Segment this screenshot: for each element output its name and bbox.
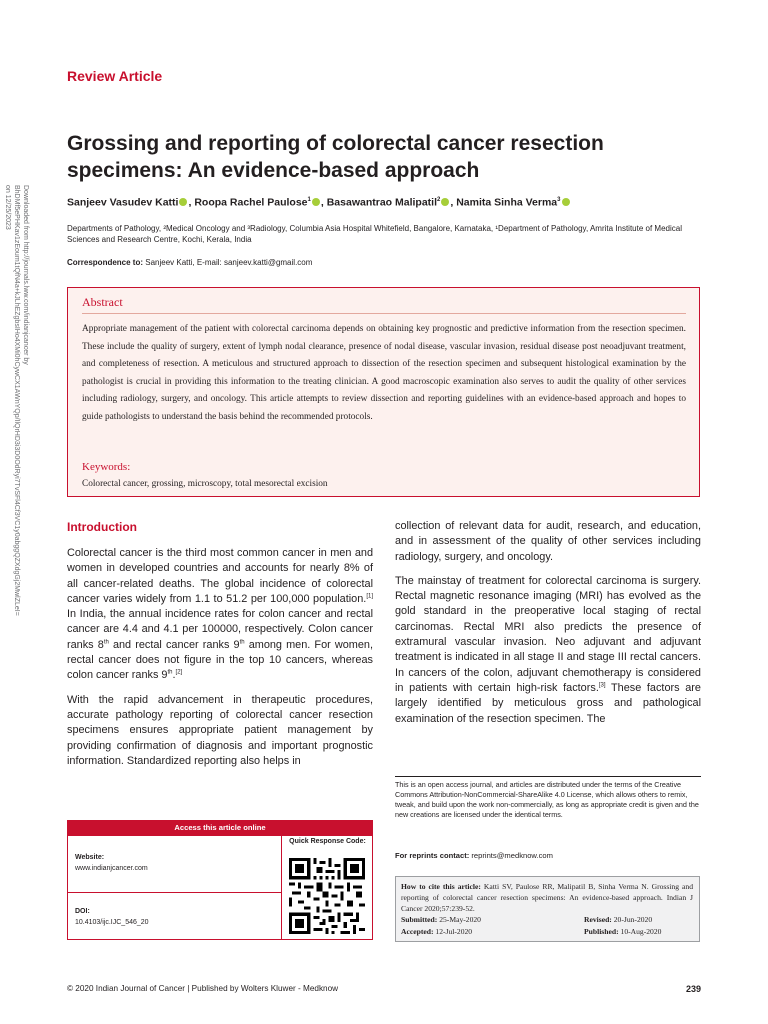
orcid-icon[interactable]	[562, 198, 570, 206]
access-divider	[67, 892, 281, 893]
correspondence-text: Sanjeev Katti, E-mail: sanjeev.katti@gmail.com	[145, 258, 313, 267]
text-run: .	[172, 669, 176, 682]
citation-body: Katti SV, Paulose RR, Malipatil B, Sinha Verma N. Grossing and reporting of colorectal cancer resection specimens: An evidence-based approach. Indian J Cancer 2020;57:239-52.	[401, 882, 693, 913]
revised-date: 20-Jun-2020	[613, 915, 653, 924]
author-list: Sanjeev Vasudev Katti , Roopa Rachel Paulose$^1$ , Basawantrao Malipatil$^2$ , Namita Sinha Verma$^3$	[67, 193, 707, 210]
section-label: Review Article	[67, 68, 163, 84]
keywords-text: Colorectal cancer, grossing, microscopy, total mesorectal excision	[82, 479, 328, 489]
ordinal-suffix: th	[103, 639, 109, 646]
text-run: among men. For women, rectal cancer does not figure in the top 10 cancers, whereas colon cancer ranks 9	[67, 638, 373, 682]
ordinal-suffix: th	[167, 669, 173, 676]
accepted-date: 12-Jul-2020	[435, 926, 473, 936]
author-affil-sup: 3	[557, 197, 561, 203]
qr-label: Quick Response Code:	[289, 838, 366, 845]
revised-label: Revised:	[584, 915, 612, 924]
citation-dates	[401, 914, 693, 937]
text-run: In India, the annual incidence rates for colon cancer and rectal cancer are 4.4 and 4.1 per 100000, respectively. Colon cancer ranks 8	[67, 608, 373, 651]
correspondence-label: Correspondence to:	[67, 258, 144, 267]
citation-ref[interactable]: [2]	[175, 669, 183, 676]
footer-copyright: © 2020 Indian Journal of Cancer | Published by Wolters Kluwer - Medknow	[67, 984, 339, 993]
published-label: Published:	[584, 926, 619, 936]
author-name: Basawantrao Malipatil	[326, 196, 437, 209]
text-run: Colorectal cancer is the third most common cancer in men and women in developed countries and accounts for nearly 8% of all cancer-related deaths. The global incidence of colorectal cancer varies widely from 1.1 to 51.2 per 100,000 population.	[67, 547, 373, 605]
author-name: Sanjeev Vasudev Katti	[67, 196, 179, 209]
citation-ref[interactable]: [1]	[366, 593, 373, 600]
abstract-divider	[82, 313, 686, 314]
citation-label: How to cite this article:	[401, 882, 481, 891]
right-column	[395, 519, 701, 736]
reprints-email[interactable]: reprints@medknow.com	[471, 851, 553, 860]
submitted-label: Submitted:	[401, 915, 438, 924]
page-number: 239	[685, 984, 701, 994]
orcid-icon[interactable]	[312, 198, 320, 206]
doi-label: DOI:	[75, 908, 90, 915]
abstract-text: Appropriate management of the patient with colorectal carcinoma depends on obtaining key prognostic and predictive information from the resection specimen. These include the quality of surgery, extent of lymph nodal clearance, presence of nodal disease, vascular invasion, residual disease post neoadjuvant treatment, and completeness of resection. A meticulous and structured approach to dissection of the resection specimen and subsequent histological examination by the pathologist is crucial in providing this information to the treating clinician. A good macroscopic examination also serves to audit the quality of other services including radiology, surgery, and oncology. This article attempts to review dissection and reporting guidelines with an evidence-based approach and hopes to guide pathologists to understand the basis behind the recommended protocols.	[82, 324, 686, 422]
author-affil-sup: 1	[307, 197, 311, 203]
published-date: 10-Aug-2020	[620, 926, 662, 936]
ordinal-suffix: th	[239, 639, 245, 646]
submitted-date: 25-May-2020	[439, 915, 481, 924]
website-label: Website:	[75, 854, 105, 861]
left-column	[67, 546, 373, 778]
paragraph: collection of relevant data for audit, research, and education, and in assessment of the quality of other services including radiology, surgery, and oncology.	[395, 520, 701, 563]
introduction-heading: Introduction	[67, 520, 137, 534]
citation-ref[interactable]: [3]	[598, 682, 606, 689]
author-name: Roopa Rachel Paulose	[194, 196, 308, 209]
license-note: This is an open access journal, and articles are distributed under the terms of the Creative Commons Attribution-NonCommercial-ShareAlike 4.0 License, which allows others to remix, tweak, and build upon the work non-commercially, as long as appropriate credit is given and the new creations are licensed under the identical terms.	[395, 780, 699, 819]
paragraph	[395, 574, 701, 727]
correspondence	[67, 257, 707, 268]
access-vdivider	[281, 836, 282, 940]
download-note	[0, 0, 62, 700]
author-affil-sup: 2	[437, 197, 441, 203]
affiliations: Departments of Pathology, ²Medical Oncology and ³Radiology, Columbia Asia Hospital Whitefield, Bangalore, Karnataka, ¹Department of Pathology, Amrita Institute of Medical Sciences and Research Centre, Kochi, Kerala, India	[67, 224, 682, 244]
author-name: Namita Sinha Verma	[456, 196, 558, 209]
doi-link[interactable]: 10.4103/ijc.IJC_546_20	[75, 919, 149, 926]
reprints-contact	[395, 851, 701, 860]
paragraph	[67, 546, 373, 684]
reprints-label: For reprints contact:	[395, 851, 470, 860]
orcid-icon[interactable]	[179, 198, 187, 206]
keywords-heading: Keywords:	[82, 461, 131, 473]
text-run: and rectal cancer ranks 9	[108, 638, 240, 651]
citation-text	[401, 881, 693, 914]
website-link[interactable]: www.indianjcancer.com	[75, 865, 148, 872]
footnote-divider	[395, 776, 701, 777]
download-note-text: Downloaded from http://journals.lww.com/indianjcancer by BhDMf5ePHKav1zEoum1tQfN4a+kJLhEZgbsIHo4XMi0hCywCX1AWnYQp/IlQrHD3i3D0OdRyi7TvSFl4Cf3VC1y0abggQZXdgGj2MwlZLeI= on 12/25/2023	[4, 185, 29, 616]
orcid-icon[interactable]	[441, 198, 449, 206]
text-run: The mainstay of treatment for colorectal carcinoma is surgery. Rectal magnetic resonance imaging (MRI) has evolved as the gold standard in the preoperative local staging of rectal carcinomas. Rectal MRI also predicts the presence of extramural vascular invasion. Neo adjuvant and adjuvant treatment is indicated in all stage II and stage III rectal cancers. In cancers of the colon, adjuvant chemotherapy is considered in patients with certain high-risk factors.	[395, 574, 701, 694]
paragraph: With the rapid advancement in therapeutic procedures, accurate pathology reporting of colorectal cancer resection specimens ensures appropriate patient management by providing confirmation of diagnosis and important prognostic information. Standardized reporting also helps in	[67, 693, 373, 767]
accepted-label: Accepted:	[401, 926, 434, 936]
abstract-heading: Abstract	[82, 295, 123, 309]
text-run: These factors are largely identified by meticulous gross and pathological examination of the resection specimen. The	[395, 681, 701, 725]
article-title: Grossing and reporting of colorectal cancer resection specimens: An evidence-based approach	[67, 132, 604, 182]
qr-code-icon[interactable]	[289, 858, 365, 934]
access-heading: Access this article online	[67, 820, 373, 836]
